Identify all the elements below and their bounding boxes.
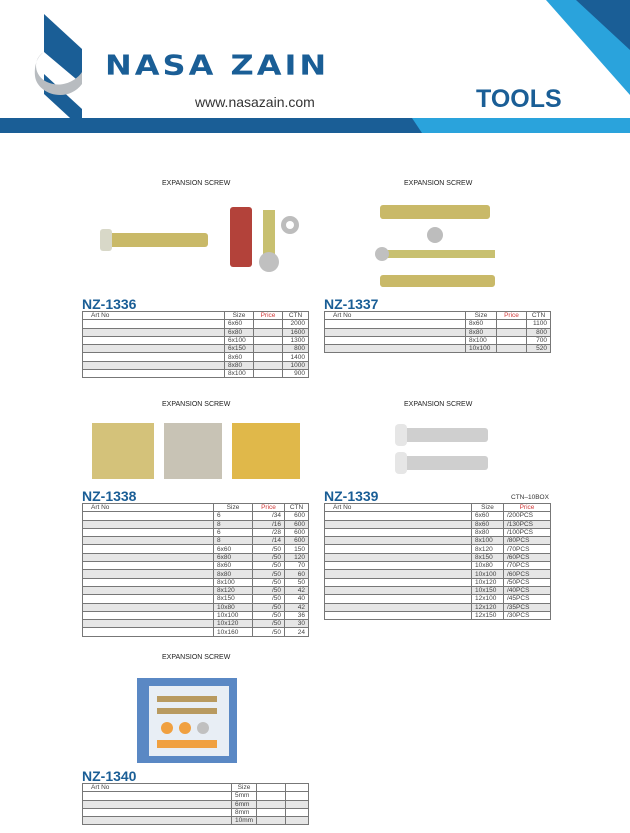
table-header-row — [83, 312, 309, 320]
table-cell: /50 — [253, 611, 285, 619]
table-cell: 8x150 — [214, 595, 253, 603]
table-cell — [286, 800, 309, 808]
table-cell — [325, 336, 466, 344]
table-cell: /50 — [253, 603, 285, 611]
table-cell: 8mm — [232, 808, 257, 816]
table-cell: 8x60 — [472, 520, 504, 528]
table-cell — [325, 528, 472, 536]
table-row — [83, 792, 309, 800]
column-header — [257, 784, 286, 792]
table-row — [83, 345, 309, 353]
section-title: TOOLS — [476, 85, 562, 113]
table-cell — [83, 336, 225, 344]
table-cell: 10x150 — [472, 586, 504, 594]
table-cell: /50 — [253, 553, 285, 561]
table-row — [325, 328, 551, 336]
table-cell: /40PCS — [504, 586, 551, 594]
table-cell: 8x150 — [472, 553, 504, 561]
table-cell: 600 — [285, 537, 309, 545]
table-cell: 8x120 — [472, 545, 504, 553]
column-header: CTN — [283, 312, 309, 320]
table-cell: 8x100 — [214, 578, 253, 586]
table-cell — [254, 370, 283, 378]
table-header-row — [325, 504, 551, 512]
product-code: NZ-1336 — [82, 296, 137, 312]
table-cell: /50 — [253, 595, 285, 603]
table-row — [83, 595, 309, 603]
table-cell: /50 — [253, 628, 285, 636]
table-cell — [325, 545, 472, 553]
table-row — [83, 512, 309, 520]
table-cell: /34 — [253, 512, 285, 520]
table-cell: 6mm — [232, 800, 257, 808]
table-cell: 900 — [283, 370, 309, 378]
table-cell — [83, 553, 214, 561]
table-cell: 10x120 — [472, 578, 504, 586]
table-cell: 6x150 — [225, 345, 254, 353]
table-cell — [325, 512, 472, 520]
table-cell: /70PCS — [504, 562, 551, 570]
table-cell — [254, 328, 283, 336]
table-cell: /70PCS — [504, 545, 551, 553]
table-cell — [325, 586, 472, 594]
website-url[interactable]: www.nasazain.com — [195, 94, 315, 110]
table-row — [83, 553, 309, 561]
table-row — [83, 545, 309, 553]
table-row — [83, 620, 309, 628]
table-cell: 1000 — [283, 361, 309, 369]
table-cell — [325, 562, 472, 570]
table-cell: 8x100 — [472, 537, 504, 545]
table-cell: 10x80 — [472, 562, 504, 570]
table-cell: 50 — [285, 578, 309, 586]
table-cell: 12x120 — [472, 603, 504, 611]
product-caption: EXPANSION SCREW — [162, 401, 231, 408]
table-cell: 24 — [285, 628, 309, 636]
table-cell — [325, 520, 472, 528]
column-header: Size — [472, 504, 504, 512]
table-cell — [325, 320, 466, 328]
table-row — [325, 611, 551, 619]
table-cell: /60PCS — [504, 570, 551, 578]
table-cell: 8x60 — [214, 562, 253, 570]
table-nz-1336 — [82, 311, 309, 378]
table-row — [325, 520, 551, 528]
table-cell: 1600 — [283, 328, 309, 336]
table-row — [83, 353, 309, 361]
table-cell — [83, 792, 232, 800]
table-cell — [83, 595, 214, 603]
table-cell: 6 — [214, 528, 253, 536]
table-cell: /30PCS — [504, 611, 551, 619]
table-cell: 10x100 — [214, 611, 253, 619]
table-cell: 2000 — [283, 320, 309, 328]
table-cell — [325, 570, 472, 578]
table-cell: 600 — [285, 512, 309, 520]
column-header: Art No — [83, 312, 225, 320]
table-cell: /130PCS — [504, 520, 551, 528]
table-cell — [325, 345, 466, 353]
table-row — [325, 553, 551, 561]
table-cell: /14 — [253, 537, 285, 545]
table-cell: 800 — [527, 328, 551, 336]
table-header-row — [83, 784, 309, 792]
table-cell: 6x60 — [472, 512, 504, 520]
table-row — [83, 586, 309, 594]
table-cell: 8x80 — [466, 328, 497, 336]
column-header: Size — [214, 504, 253, 512]
table-cell: /50 — [253, 578, 285, 586]
table-nz-1338 — [82, 503, 309, 637]
table-row — [325, 570, 551, 578]
table-cell: 8x80 — [214, 570, 253, 578]
table-cell: 8x60 — [466, 320, 497, 328]
table-cell — [83, 800, 232, 808]
table-cell — [83, 570, 214, 578]
table-cell — [83, 578, 214, 586]
table-cell: 42 — [285, 586, 309, 594]
table-cell: /50 — [253, 562, 285, 570]
table-cell: 700 — [527, 336, 551, 344]
table-row — [83, 603, 309, 611]
table-cell — [83, 345, 225, 353]
product-caption: EXPANSION SCREW — [404, 180, 473, 187]
table-cell: /35PCS — [504, 603, 551, 611]
table-row — [83, 537, 309, 545]
table-row — [83, 520, 309, 528]
column-header: CTN — [285, 504, 309, 512]
table-row — [325, 586, 551, 594]
table-row — [325, 336, 551, 344]
table-row — [83, 336, 309, 344]
product-code: NZ-1338 — [82, 488, 137, 504]
table-row — [325, 320, 551, 328]
table-cell: 10x100 — [472, 570, 504, 578]
table-cell — [257, 817, 286, 825]
table-cell: 8 — [214, 520, 253, 528]
table-cell — [286, 808, 309, 816]
table-cell — [83, 620, 214, 628]
column-header: Price — [504, 504, 551, 512]
table-cell: 60 — [285, 570, 309, 578]
table-cell: /50 — [253, 586, 285, 594]
column-header: Art No — [325, 312, 466, 320]
product-image-nz-1340 — [137, 678, 237, 763]
table-cell — [83, 586, 214, 594]
table-row — [83, 800, 309, 808]
table-nz-1339 — [324, 503, 551, 620]
table-cell — [83, 520, 214, 528]
table-cell — [83, 512, 214, 520]
table-cell: 150 — [285, 545, 309, 553]
table-cell — [497, 328, 527, 336]
table-cell — [325, 537, 472, 545]
table-nz-1340 — [82, 783, 309, 825]
table-cell — [83, 603, 214, 611]
column-header: CTN — [527, 312, 551, 320]
column-header: Size — [232, 784, 257, 792]
table-cell: 6x100 — [225, 336, 254, 344]
carton-note: CTN–10BOX — [511, 494, 549, 501]
table-cell — [286, 792, 309, 800]
table-cell — [254, 361, 283, 369]
table-cell — [325, 578, 472, 586]
table-cell — [254, 320, 283, 328]
table-cell: /50 — [253, 620, 285, 628]
table-cell — [497, 320, 527, 328]
table-cell: /16 — [253, 520, 285, 528]
table-cell: 1300 — [283, 336, 309, 344]
table-cell — [286, 817, 309, 825]
table-cell: 10mm — [232, 817, 257, 825]
column-header: Size — [466, 312, 497, 320]
table-cell: /100PCS — [504, 528, 551, 536]
table-cell: 8x100 — [466, 336, 497, 344]
table-cell: 6x80 — [214, 553, 253, 561]
product-image-nz-1336 — [100, 205, 310, 280]
table-cell — [83, 328, 225, 336]
table-cell: 520 — [527, 345, 551, 353]
table-cell: /80PCS — [504, 537, 551, 545]
table-cell — [257, 808, 286, 816]
table-row — [325, 512, 551, 520]
table-row — [83, 528, 309, 536]
table-cell: 600 — [285, 520, 309, 528]
table-row — [325, 578, 551, 586]
table-cell: /28 — [253, 528, 285, 536]
table-cell: 30 — [285, 620, 309, 628]
table-cell — [325, 603, 472, 611]
table-cell: 42 — [285, 603, 309, 611]
table-cell — [83, 628, 214, 636]
table-cell: 1100 — [527, 320, 551, 328]
product-caption: EXPANSION SCREW — [404, 401, 473, 408]
table-cell: 6 — [214, 512, 253, 520]
table-cell: 10x120 — [214, 620, 253, 628]
product-code: NZ-1337 — [324, 296, 379, 312]
column-header: Size — [225, 312, 254, 320]
brand-name: NASA ZAIN — [105, 48, 330, 82]
table-row — [325, 603, 551, 611]
table-cell: 8x80 — [472, 528, 504, 536]
table-cell: 6x60 — [225, 320, 254, 328]
table-cell: /200PCS — [504, 512, 551, 520]
table-cell — [325, 553, 472, 561]
table-cell: 600 — [285, 528, 309, 536]
table-cell — [497, 345, 527, 353]
table-cell — [257, 800, 286, 808]
table-cell — [325, 595, 472, 603]
table-row — [325, 545, 551, 553]
table-cell: 8x120 — [214, 586, 253, 594]
table-row — [83, 328, 309, 336]
table-cell: /60PCS — [504, 553, 551, 561]
table-cell — [325, 328, 466, 336]
table-nz-1337 — [324, 311, 551, 353]
table-cell: 6x60 — [214, 545, 253, 553]
product-code: NZ-1340 — [82, 768, 137, 784]
table-row — [83, 320, 309, 328]
table-cell — [83, 537, 214, 545]
table-cell: 8x60 — [225, 353, 254, 361]
table-cell: 12x100 — [472, 595, 504, 603]
table-cell: 120 — [285, 553, 309, 561]
table-cell: 8 — [214, 537, 253, 545]
table-cell — [325, 611, 472, 619]
column-header: Price — [253, 504, 285, 512]
table-cell: /50 — [253, 545, 285, 553]
product-code: NZ-1339 — [324, 488, 379, 504]
table-cell — [83, 545, 214, 553]
column-header: Art No — [83, 784, 232, 792]
product-caption: EXPANSION SCREW — [162, 180, 231, 187]
product-caption: EXPANSION SCREW — [162, 654, 231, 661]
table-row — [83, 808, 309, 816]
product-image-nz-1338 — [92, 420, 302, 482]
column-header: Price — [497, 312, 527, 320]
table-cell — [497, 336, 527, 344]
table-cell: 5mm — [232, 792, 257, 800]
table-cell: 10x100 — [466, 345, 497, 353]
table-cell — [254, 345, 283, 353]
table-row — [325, 595, 551, 603]
product-image-nz-1339 — [395, 418, 495, 478]
table-cell: 10x80 — [214, 603, 253, 611]
table-cell — [254, 353, 283, 361]
table-cell: 1400 — [283, 353, 309, 361]
logo-icon — [32, 14, 92, 129]
table-cell — [83, 817, 232, 825]
table-header-row — [325, 312, 551, 320]
product-image-nz-1337 — [370, 195, 510, 295]
table-cell: 36 — [285, 611, 309, 619]
table-cell: 800 — [283, 345, 309, 353]
table-cell: 12x150 — [472, 611, 504, 619]
table-cell: 8x80 — [225, 361, 254, 369]
table-cell: 8x100 — [225, 370, 254, 378]
table-row — [83, 562, 309, 570]
table-row — [325, 345, 551, 353]
table-header-row — [83, 504, 309, 512]
table-row — [83, 611, 309, 619]
table-row — [325, 528, 551, 536]
table-cell — [257, 792, 286, 800]
column-header: Art No — [83, 504, 214, 512]
table-cell — [83, 562, 214, 570]
table-row — [325, 537, 551, 545]
table-cell — [83, 370, 225, 378]
table-row — [83, 570, 309, 578]
table-cell: 6x80 — [225, 328, 254, 336]
table-cell: 40 — [285, 595, 309, 603]
table-cell: /50PCS — [504, 578, 551, 586]
table-row — [325, 562, 551, 570]
table-cell — [254, 336, 283, 344]
column-header: Art No — [325, 504, 472, 512]
table-cell: /45PCS — [504, 595, 551, 603]
table-cell: /50 — [253, 570, 285, 578]
table-cell — [83, 320, 225, 328]
table-cell — [83, 361, 225, 369]
table-cell — [83, 528, 214, 536]
table-cell — [83, 353, 225, 361]
table-cell — [83, 611, 214, 619]
column-header — [286, 784, 309, 792]
table-cell: 10x160 — [214, 628, 253, 636]
column-header: Price — [254, 312, 283, 320]
table-row — [83, 578, 309, 586]
table-cell — [83, 808, 232, 816]
table-row — [83, 370, 309, 378]
table-row — [83, 628, 309, 636]
table-cell: 70 — [285, 562, 309, 570]
table-row — [83, 817, 309, 825]
table-row — [83, 361, 309, 369]
